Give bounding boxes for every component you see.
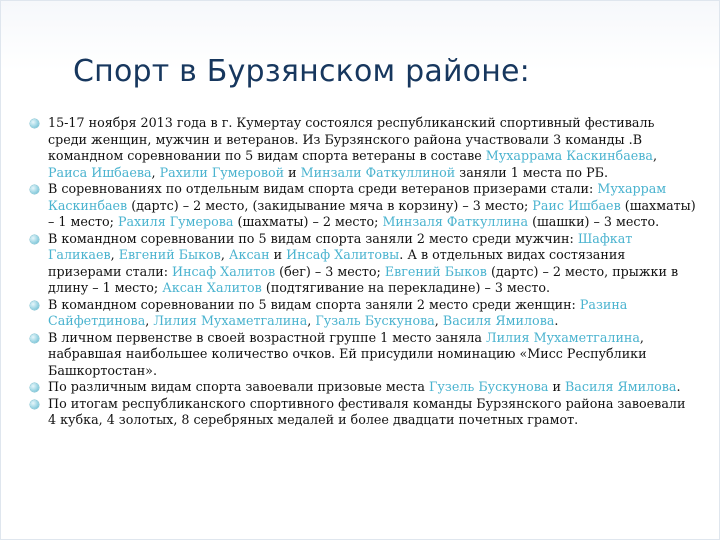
bullet-dot-icon (30, 334, 39, 343)
highlighted-name: Гузаль Бускунова (315, 313, 435, 328)
bullet-item (29, 396, 697, 429)
bullet-dot-icon (30, 400, 39, 409)
bullet-dot-icon (30, 383, 39, 392)
text-segment: По различным видам спорта завоевали призовые места (48, 379, 430, 394)
text-segment: , (151, 164, 160, 180)
text-segment: (подтягивание на перекладине) – 3 место. (261, 280, 551, 295)
highlighted-name: Инсаф Халитовы (286, 247, 400, 262)
text-segment: , (110, 247, 119, 262)
bullet-item (29, 297, 697, 330)
bullet-item (29, 181, 697, 231)
text-segment: (шахматы) – 2 место; (233, 214, 383, 229)
text-segment: и (284, 164, 301, 180)
text-segment: , (307, 313, 316, 328)
text-segment: В командном соревновании по 5 видам спорта заняли 2 место среди женщин: (48, 296, 580, 312)
text-segment: В командном соревновании по 5 видам спорта заняли 2 место среди мужчин: (48, 230, 578, 246)
bullet-dot-icon (30, 119, 39, 128)
highlighted-name: Евгений Быков (118, 247, 221, 262)
bullet-dot-icon (30, 235, 39, 244)
highlighted-name: Раис Ишбаев (532, 197, 621, 213)
text-segment: (бег) – 3 место; (275, 263, 385, 279)
text-segment: , набравшая наибольшее количество очков. Ей присудили номинацию «Мисс Республики Башкортостан». (48, 329, 647, 378)
highlighted-name: Мухаррам Каскинбаев (48, 181, 667, 213)
text-segment: . А в отдельных видах состязания призерами стали: (48, 247, 626, 279)
highlighted-name: Рахиля Гумерова (117, 214, 234, 229)
text-segment: . (676, 379, 681, 394)
text-segment: (дартс) – 2 место, прыжки в длину – 1 место; (48, 263, 679, 295)
bullet-text (48, 115, 697, 181)
highlighted-name: Василя Ямилова (564, 379, 677, 394)
highlighted-name: Инсаф Халитов (172, 263, 276, 279)
bullet-text (48, 330, 697, 380)
highlighted-name: Гузель Бускунова (429, 379, 549, 394)
text-segment: (дартс) – 2 место, (закидывание мяча в корзину) – 3 место; (127, 197, 533, 213)
bullet-dot-icon (30, 301, 39, 310)
bullet-text (48, 231, 697, 297)
bullet-list (29, 115, 697, 525)
highlighted-name: Евгений Быков (384, 263, 487, 279)
text-segment: В личном первенстве в своей возрастной группе 1 место заняла (48, 329, 486, 345)
text-segment: заняли 1 места по РБ. (455, 164, 609, 180)
bullet-item (29, 379, 697, 396)
text-segment: (шашки) – 3 место. (528, 214, 660, 229)
text-segment: По итогам республиканского спортивного фестиваля команды Бурзянского района завоевали 4 кубка, 4 золотых, 8 серебряных медалей и более двадцати почетных грамот. (48, 395, 686, 427)
highlighted-name: Шафкат Галикаев (48, 230, 633, 262)
highlighted-name: Аксан (228, 247, 270, 262)
bullet-item (29, 115, 697, 181)
text-segment: . (554, 313, 559, 328)
highlighted-name: Лилия Мухаметгалина (153, 313, 308, 328)
highlighted-name: Разина Сайфетдинова (48, 296, 628, 328)
bullet-text (48, 396, 697, 429)
bullet-text (48, 297, 697, 330)
bullet-dot-icon (30, 185, 39, 194)
text-segment: и (269, 247, 287, 262)
highlighted-name: Рахили Гумеровой (159, 164, 285, 180)
highlighted-name: Раиса Ишбаева (48, 164, 152, 180)
bullet-item (29, 330, 697, 380)
bullet-item (29, 231, 697, 297)
highlighted-name: Мухаррама Каскинбаева (485, 148, 653, 163)
bullet-text (48, 379, 697, 396)
highlighted-name: Минзали Фаткуллиной (300, 164, 456, 180)
text-segment: 15-17 ноября 2013 года в г. Кумертау состоялся республиканский спортивный фестиваль среди женщин, мужчин и ветеранов. Из Бурзянского района участвовали 3 команды .В командном соревновании по 5 видам спорта ветераны в составе (48, 115, 655, 163)
highlighted-name: Минзаля Фаткуллина (382, 214, 529, 229)
highlighted-name: Аксан Халитов (162, 280, 262, 295)
text-segment: В соревнованиях по отдельным видам спорта среди ветеранов призерами стали: (48, 181, 598, 196)
text-segment: , (434, 313, 443, 328)
highlighted-name: Лилия Мухаметгалина (486, 329, 640, 345)
text-segment: , (145, 313, 154, 328)
slide-title: Спорт в Бурзянском районе: (73, 54, 530, 89)
text-segment: (шахматы) – 1 место; (48, 197, 696, 229)
text-segment: , (220, 247, 229, 262)
bullet-text (48, 181, 697, 231)
highlighted-name: Василя Ямилова (442, 313, 555, 328)
text-segment: , (652, 148, 658, 163)
text-segment: и (548, 379, 565, 394)
